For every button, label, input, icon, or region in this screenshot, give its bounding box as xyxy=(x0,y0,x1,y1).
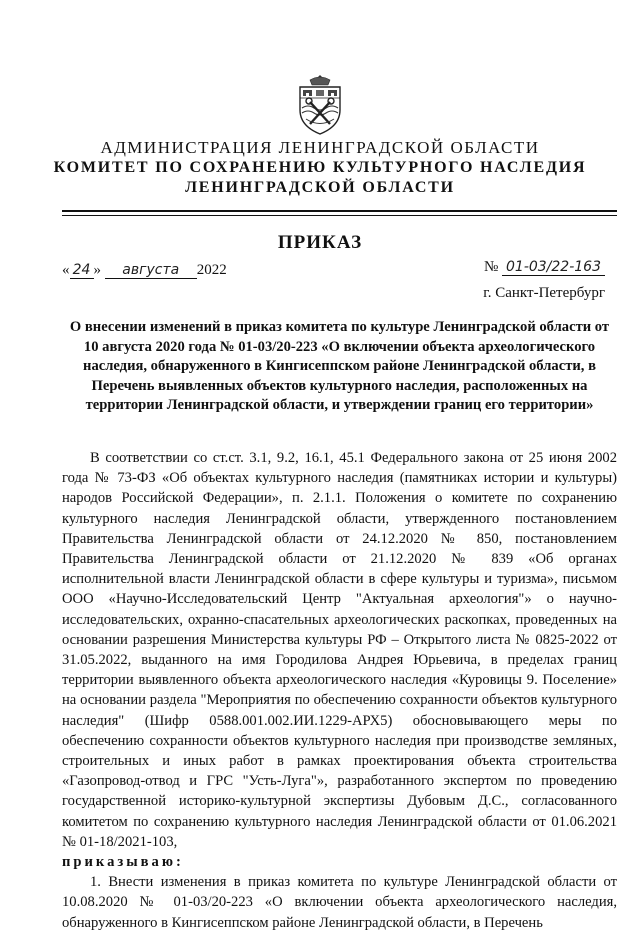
coat-of-arms-icon xyxy=(296,74,344,136)
document-type-title: ПРИКАЗ xyxy=(277,232,363,253)
order-word-text: приказываю: xyxy=(62,854,184,871)
date-close-quote: » xyxy=(93,262,101,278)
org-line-committee: КОМИТЕТ ПО СОХРАНЕНИЮ КУЛЬТУРНОГО НАСЛЕДИЯ xyxy=(53,159,587,176)
document-city: г. Санкт-Петербург xyxy=(483,285,605,301)
date-month: августа xyxy=(105,262,197,279)
org-line-region: ЛЕНИНГРАДСКОЙ ОБЛАСТИ xyxy=(185,179,455,196)
document-date xyxy=(62,262,227,279)
document-heading: О внесении изменений в приказ комитета по культуре Ленинградской области от 10 августа 2020 года № 01-03/20-223 «О включении объекта археологического наследия, обнаруженного в Кингисеппском районе Ленинградской области, в Перечень выявленных объектов культурного наследия, расположенных на территории Ленинградской области, и утверждении границ его территории» xyxy=(69,319,610,413)
number-prefix: № xyxy=(483,259,499,275)
body-paragraph-item-1: 1. Внести изменения в приказ комитета по культуре Ленинградской области от 10.08.2020 № 01-03/20-223 «О включении объекта археологического наследия, обнаруженного в Кингисеппском районе Ленинградской области, в Перечень xyxy=(62,874,617,931)
header-divider-thick xyxy=(62,210,617,212)
body-paragraph-preamble: В соответствии со ст.ст. 3.1, 9.2, 16.1, 45.1 Федерального закона от 25 июня 2002 года № 73-ФЗ «Об объектах культурного наследия (памятниках истории и культуры) народов Российской Федерации», п. 2.1.1. Положения о комитете по сохранению культурного наследия Ленинградской области, утвержденного постановлением Правительства Ленинградской области от 24.12.2020 № 850, постановлением Правительства Ленинградской области от 21.12.2020 № 839 «Об органах исполнительной власти Ленинградской области в сфере культуры и туризма», письмом ООО «Научно-Исследовательский Центр "Актуальная археология"» о научно-исследовательских, охранно-спасательных археологических раскопках, проведенных на основании разрешения Министерства культуры РФ – Открытого листа № 0825-2022 от 31.05.2022, выданного на имя Городилова Андрея Юрьевича, в пределах границ территории выявленного объекта археологического наследия «Куровицы 9. Поселение» на основании раздела "Мероприятия по обеспечению сохранности объектов культурного наследия" (Шифр 0588.001.002.ИИ.1229-АРХ5) обосновывающего меры по обеспечению сохранности объектов культурного наследия при производстве земляных, строительных и иных работ в рамках проектирования объекта строительства «Газопровод-отвод и ГРС "Усть-Луга"», разработанного экспертом по проведению государственной историко-культурной экспертизы Дубовым Д.С., согласованного комитетом по сохранению культурного наследия Ленинградской области от 01.06.2021 № 01-18/2021-103, xyxy=(62,450,617,850)
order-word xyxy=(62,852,617,872)
document-body xyxy=(62,448,617,933)
header-divider-thin xyxy=(62,215,617,216)
document-number xyxy=(484,259,605,276)
date-day: 24 xyxy=(70,262,94,279)
date-year: 2022 xyxy=(196,262,227,278)
date-open-quote: « xyxy=(62,262,70,278)
org-line-administration: АДМИНИСТРАЦИЯ ЛЕНИНГРАДСКОЙ ОБЛАСТИ xyxy=(100,138,540,157)
number-value: 01-03/22-163 xyxy=(502,259,605,276)
